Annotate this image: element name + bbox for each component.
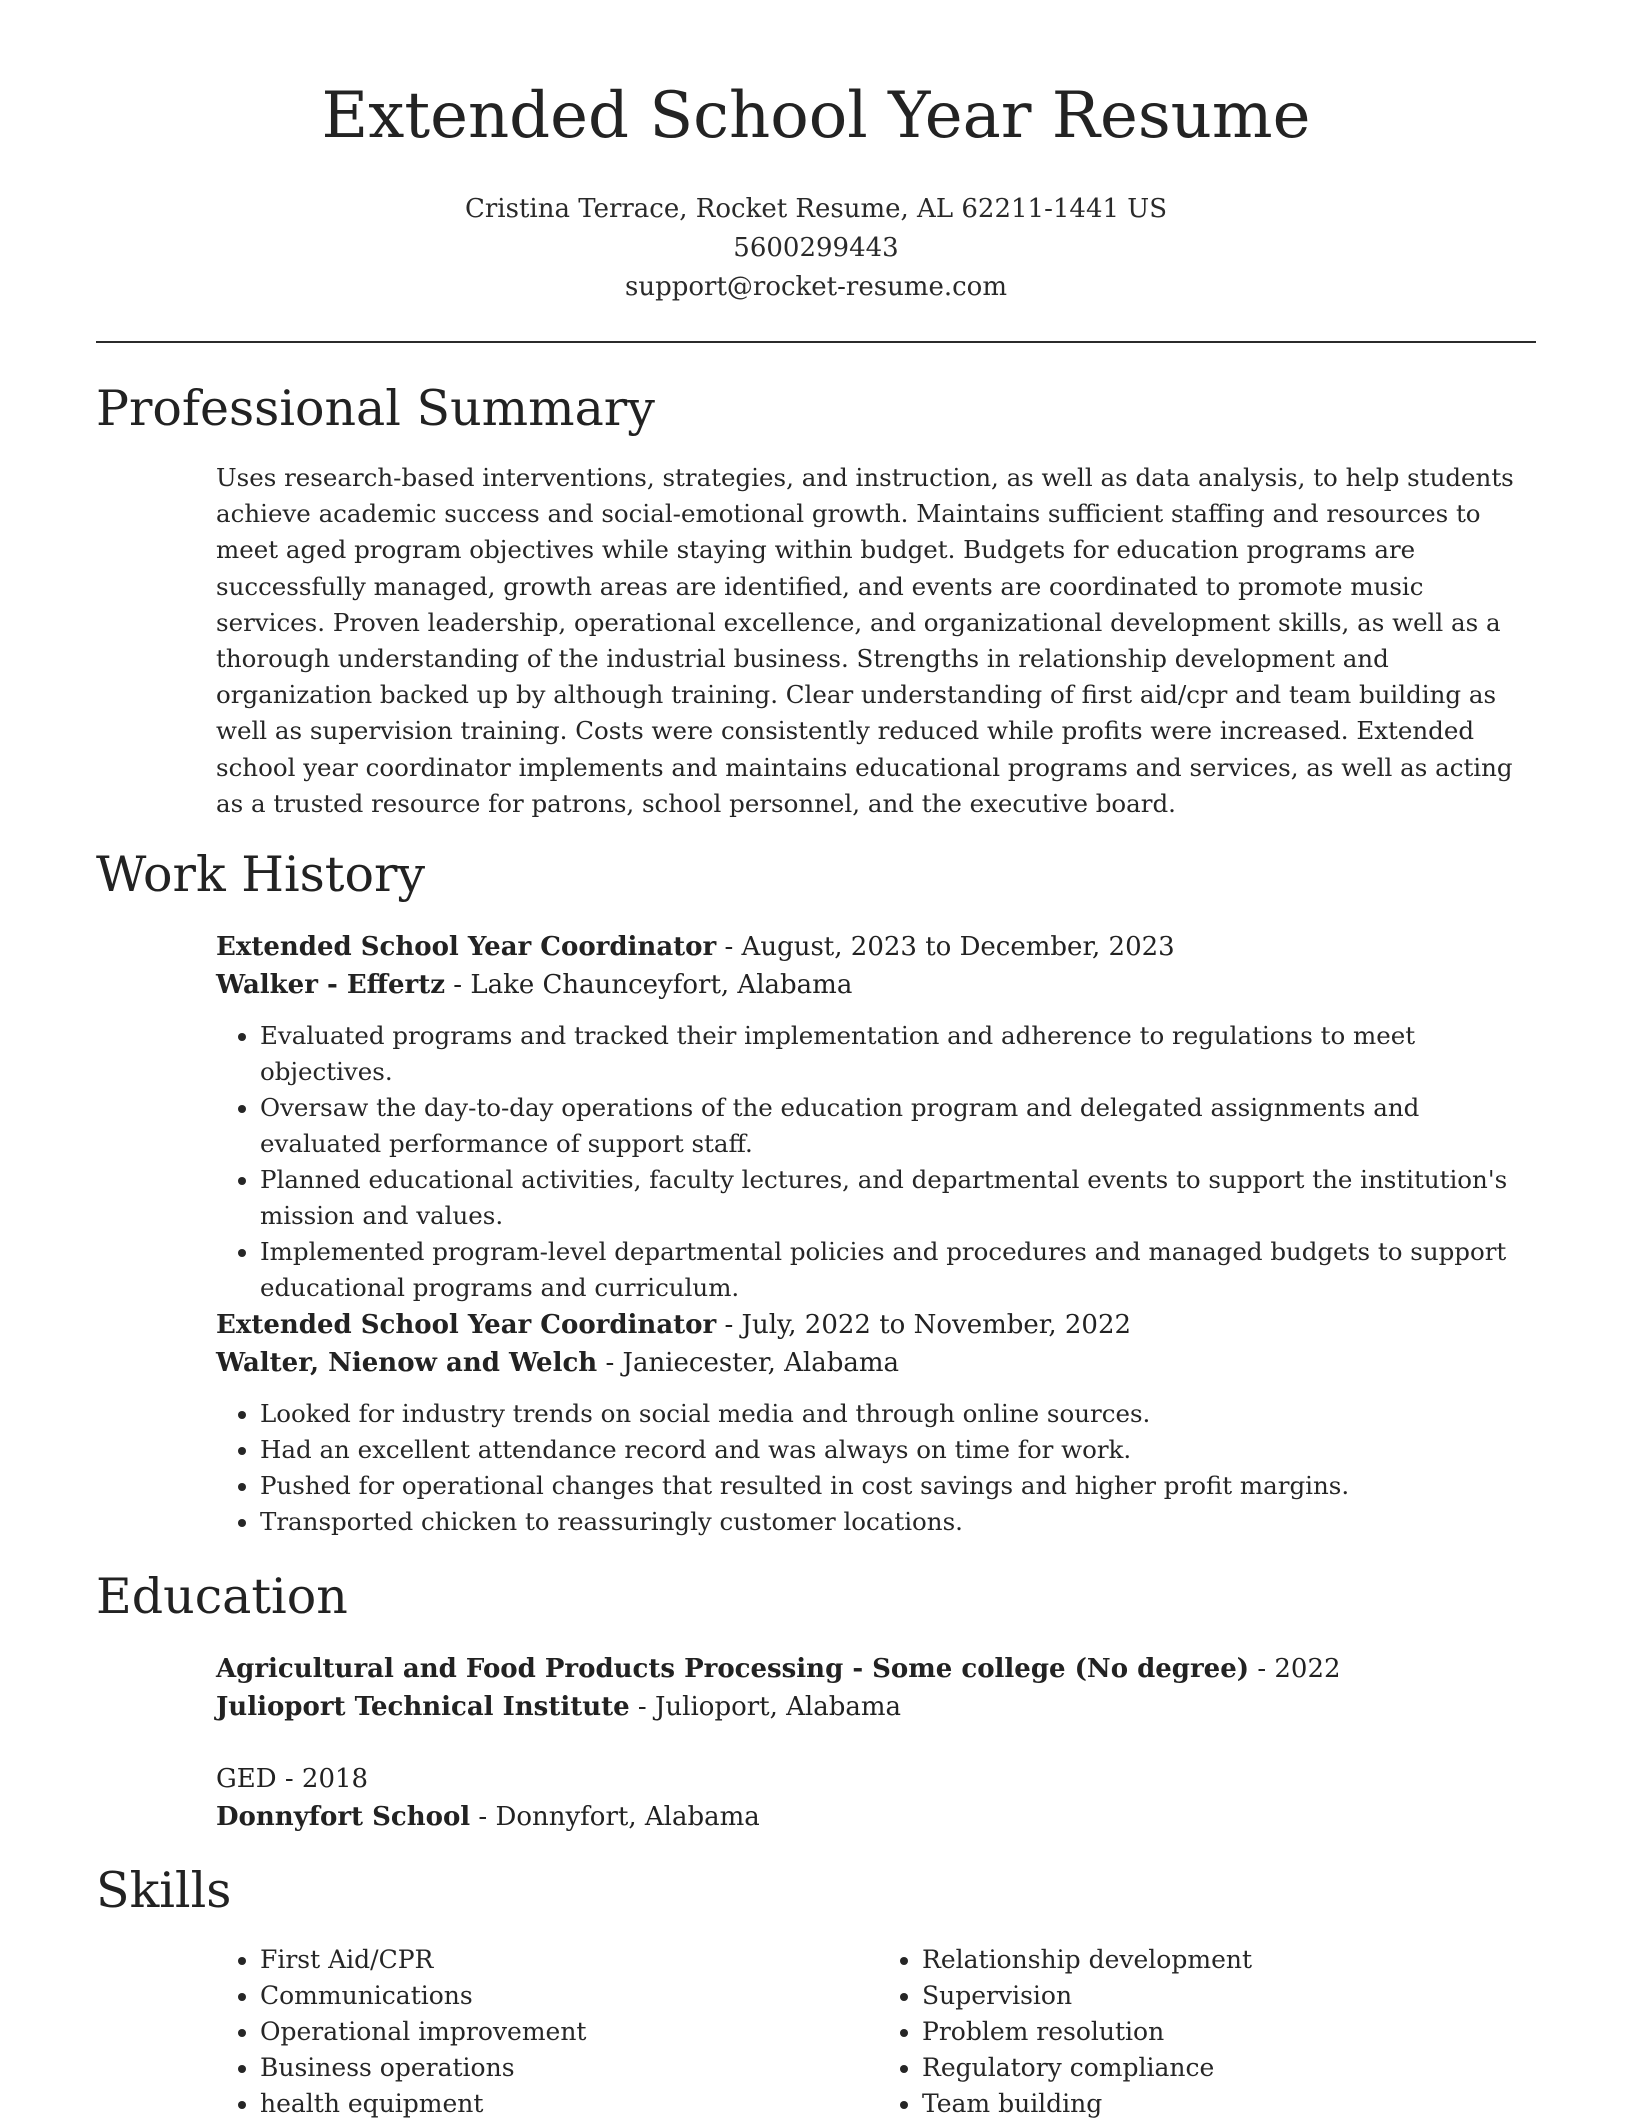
education-degree-line — [216, 1760, 1540, 1798]
section-title-summary: Professional Summary — [96, 380, 655, 437]
skill-item: • Relationship development — [922, 1942, 1540, 1978]
job-bullet: • Looked for industry trends on social media and through online sources. — [260, 1396, 1540, 1432]
education-entry — [216, 1650, 1540, 1726]
job-title-line — [216, 1306, 1540, 1344]
education-degree-line — [216, 1650, 1540, 1688]
job-bullet: • Evaluated programs and tracked their implementation and adherence to regulations to meet objectives. — [260, 1018, 1540, 1090]
education-school: Julioport Technical Institute — [216, 1692, 630, 1722]
job-bullet-list — [216, 1018, 1540, 1306]
education-school: Donnyfort School — [216, 1802, 471, 1832]
job-bullet-list — [216, 1396, 1540, 1540]
job-location: - Lake Chaunceyfort, Alabama — [445, 970, 853, 1000]
skill-item: • health equipment — [260, 2086, 878, 2122]
summary-text: Uses research-based interventions, strategies, and instruction, as well as data analysis, to help students achieve academic success and social-emotional growth. Maintains sufficient staffing and resources to meet aged program objectives while staying within budget. Budgets for education programs are successfully managed, growth areas are identified, and events are coordinated to promote music services. Proven leadership, operational excellence, and organizational development skills, as well as a thorough understanding of the industrial business. Strengths in relationship development and organization backed up by although training. Clear understanding of first aid/cpr and team building as well as supervision training. Costs were consistently reduced while profits were increased. Extended school year coordinator implements and maintains educational programs and services, as well as acting as a trusted resource for patrons, school personnel, and the executive board. — [216, 463, 1514, 818]
summary-section — [216, 460, 1540, 822]
education-year: - 2022 — [1249, 1654, 1341, 1684]
job-dates: - July, 2022 to November, 2022 — [716, 1310, 1132, 1340]
education-year: - 2018 — [276, 1764, 369, 1794]
skill-item: • Regulatory compliance — [922, 2050, 1540, 2086]
contact-phone: 5600299443 — [733, 233, 899, 263]
contact-address: Cristina Terrace, Rocket Resume, AL 62211-1441 US — [464, 194, 1168, 224]
job-company: Walter, Nienow and Welch — [216, 1348, 598, 1378]
section-title-education: Education — [96, 1568, 348, 1625]
job-bullet: • Pushed for operational changes that resulted in cost savings and higher profit margins. — [260, 1468, 1540, 1504]
job-bullet: • Had an excellent attendance record and was always on time for work. — [260, 1432, 1540, 1468]
skill-item: • Team building — [922, 2086, 1540, 2122]
education-location: - Donnyfort, Alabama — [470, 1802, 760, 1832]
job-location: - Janiecester, Alabama — [597, 1348, 900, 1378]
header-divider — [96, 341, 1536, 343]
job-bullet: • Implemented program-level departmental policies and procedures and managed budgets to support educational programs and curriculum. — [260, 1234, 1540, 1306]
skills-column-right — [878, 1942, 1540, 2122]
education-location: - Julioport, Alabama — [629, 1692, 902, 1722]
job-dates: - August, 2023 to December, 2023 — [716, 932, 1175, 962]
section-title-work-history: Work History — [96, 846, 426, 903]
job-role: Extended School Year Coordinator — [216, 932, 717, 962]
education-school-line — [216, 1688, 1540, 1726]
job-bullet: • Transported chicken to reassuringly customer locations. — [260, 1504, 1540, 1540]
job-entry — [216, 928, 1540, 1306]
job-entry — [216, 1306, 1540, 1540]
skill-item: • Communications — [260, 1978, 878, 2014]
job-company-line — [216, 966, 1540, 1004]
education-degree: Agricultural and Food Products Processing - Some college (No degree) — [216, 1654, 1250, 1684]
contact-block — [0, 190, 1632, 307]
education-school-line — [216, 1798, 1540, 1836]
skill-item: • Business operations — [260, 2050, 878, 2086]
education-degree: GED — [216, 1764, 277, 1794]
job-bullet: • Oversaw the day-to-day operations of the education program and delegated assignments and evaluated performance of support staff. — [260, 1090, 1540, 1162]
skill-item: • Supervision — [922, 1978, 1540, 2014]
job-title-line — [216, 928, 1540, 966]
job-bullet: • Planned educational activities, faculty lectures, and departmental events to support the institution's mission and values. — [260, 1162, 1540, 1234]
resume-title: Extended School Year Resume — [321, 79, 1311, 153]
contact-email: support@rocket-resume.com — [624, 272, 1007, 302]
job-company-line — [216, 1344, 1540, 1382]
skill-item: • First Aid/CPR — [260, 1942, 878, 1978]
job-company: Walker - Effertz — [216, 970, 445, 1000]
skills-column-left — [216, 1942, 878, 2122]
education-entry — [216, 1760, 1540, 1836]
skills-list — [216, 1942, 1540, 2122]
skill-item: • Operational improvement — [260, 2014, 878, 2050]
skill-item: • Problem resolution — [922, 2014, 1540, 2050]
section-title-skills: Skills — [96, 1862, 232, 1919]
job-role: Extended School Year Coordinator — [216, 1310, 717, 1340]
